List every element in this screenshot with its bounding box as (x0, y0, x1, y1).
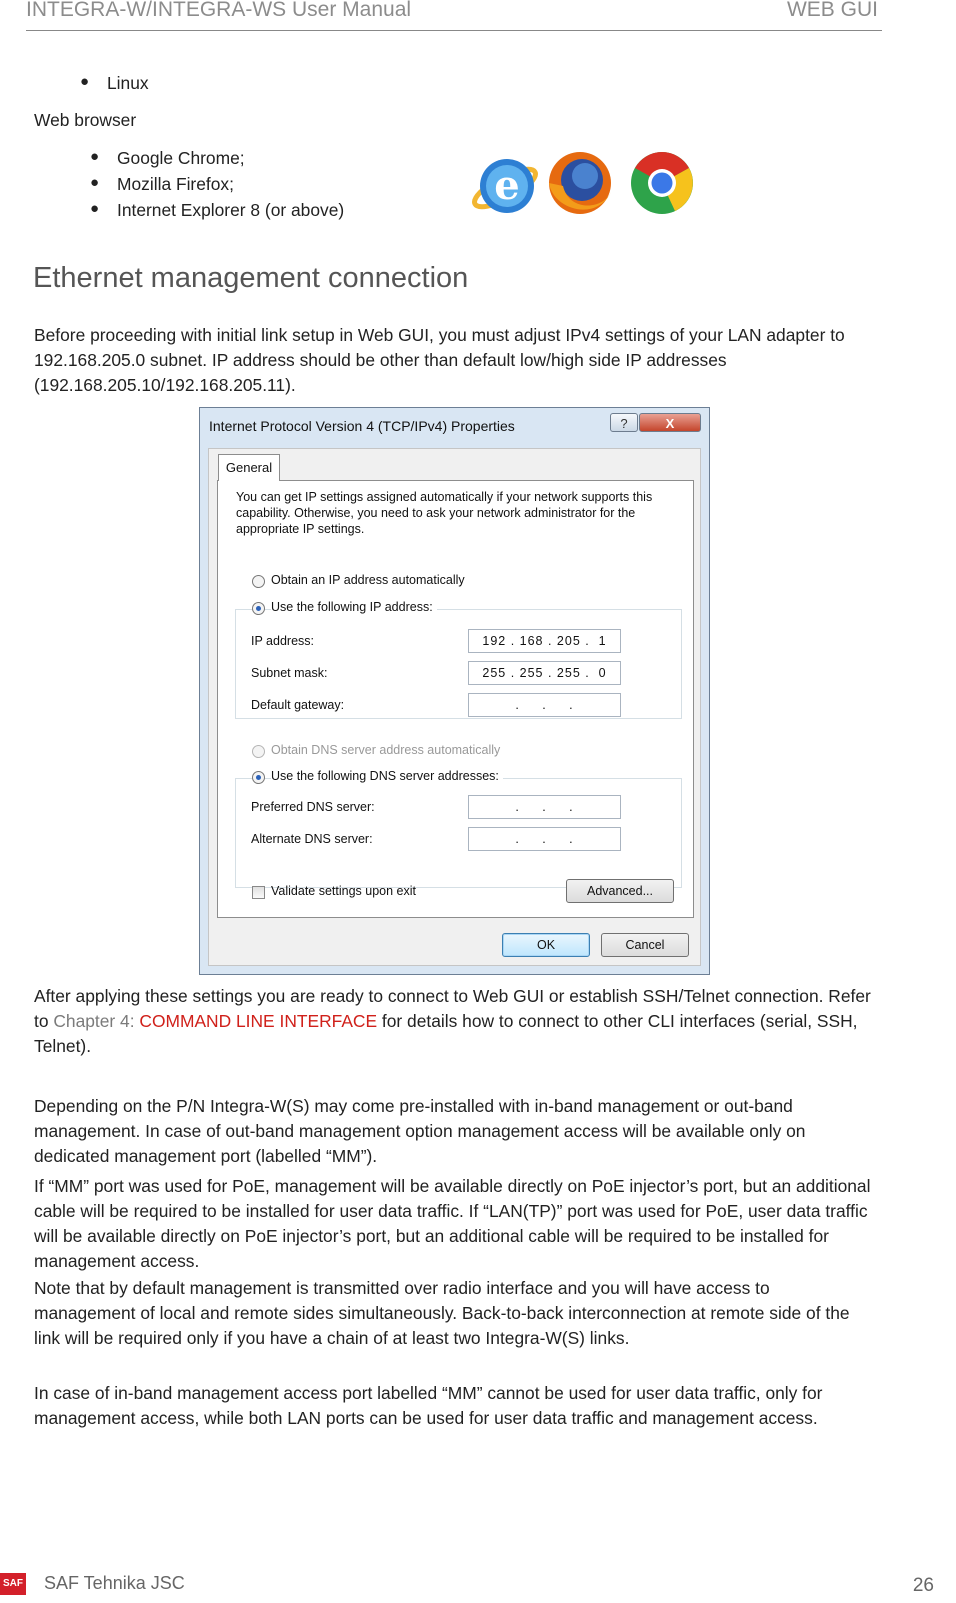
general-panel (217, 480, 694, 918)
alternate-dns-label: Alternate DNS server: (251, 832, 373, 846)
browser-item-chrome: Google Chrome; (117, 148, 245, 168)
browser-logos (465, 140, 700, 225)
use-ip-label: Use the following IP address: (271, 600, 437, 614)
browser-heading: Web browser (34, 110, 137, 130)
bullet-icon: ● (80, 73, 90, 90)
internet-explorer-icon (470, 159, 540, 214)
saf-logo: SAF (0, 1573, 26, 1595)
advanced-button[interactable]: Advanced... (566, 879, 674, 903)
ipv4-properties-dialog (199, 407, 710, 975)
chapter-ref-link[interactable]: COMMAND LINE INTERFACE (139, 1011, 378, 1031)
dialog-body (208, 448, 701, 966)
dialog-title: Internet Protocol Version 4 (TCP/IPv4) Properties (209, 418, 515, 434)
bullet-icon: ● (90, 174, 100, 191)
in-band-paragraph: In case of in-band management access port labelled “MM” cannot be used for user data traffic, only for management access, while both LAN ports can be used for user data traffic and management access. (34, 1383, 823, 1428)
poe-paragraph: If “MM” port was used for PoE, management will be available directly on PoE injector’s port, but an additional cable will be required to be installed for user data traffic. If “LAN(TP)” port was used for PoE, user data traffic will be available directly on PoE injector’s port, but an additional cable will be required to be installed for management access. (34, 1176, 871, 1271)
tab-general[interactable]: General (218, 454, 280, 481)
section-label: WEB GUI (786, 0, 878, 21)
bullet-icon: ● (90, 200, 100, 217)
after-text-start: After applying these settings you are ready to connect to Web GUI or establish SSH/Telnet connection. Refer to (34, 986, 871, 1031)
svg-text:e: e (494, 162, 520, 209)
intro-paragraph: Before proceeding with initial link setup in Web GUI, you must adjust IPv4 settings of your LAN adapter to 192.168.205.0 subnet. IP address should be other than default low/high side IP addresses (192.168.205.10/192.168.205.11). (34, 325, 845, 395)
after-text-end: for details how to connect to other CLI interfaces (serial, SSH, Telnet). (34, 1011, 858, 1056)
obtain-dns-radio[interactable] (252, 745, 265, 758)
after-settings-paragraph (34, 984, 874, 1059)
page-header (26, 0, 882, 31)
chapter-ref-number[interactable]: Chapter 4: (53, 1011, 140, 1031)
management-paragraph: Depending on the P/N Integra-W(S) may come pre-installed with in-band management or out-band management. In case of out-band management option management access will be available only on dedicated management port (labelled “MM”). (34, 1096, 806, 1166)
help-button[interactable]: ? (610, 413, 638, 432)
browser-item-ie: Internet Explorer 8 (or above) (117, 200, 345, 220)
section-title: Ethernet management connection (33, 262, 469, 294)
cancel-button[interactable]: Cancel (601, 933, 689, 957)
ok-button[interactable]: OK (502, 933, 590, 957)
default-gateway-field[interactable]: . . . (468, 693, 621, 717)
default-gateway-label: Default gateway: (251, 698, 345, 712)
use-dns-label: Use the following DNS server addresses: (271, 769, 503, 783)
alternate-dns-field[interactable]: . . . (468, 827, 621, 851)
subnet-mask-label: Subnet mask: (251, 666, 328, 680)
close-button[interactable]: X (639, 413, 701, 432)
validate-checkbox[interactable] (252, 886, 265, 899)
ip-address-field[interactable]: 192 . 168 . 205 . 1 (468, 629, 621, 653)
radio-management-paragraph: Note that by default management is transmitted over radio interface and you will have access to management of local and remote sides simultaneously. Back-to-back interconnection at remote side of the link will be required only if you have a chain of at least two Integra-W(S) links. (34, 1278, 850, 1348)
bullet-icon: ● (90, 148, 100, 165)
company-name: SAF Tehnika JSC (44, 1573, 185, 1593)
obtain-ip-label: Obtain an IP address automatically (271, 573, 465, 587)
manual-title: INTEGRA-W/INTEGRA-WS User Manual (26, 0, 412, 21)
obtain-ip-radio[interactable] (252, 575, 265, 588)
preferred-dns-label: Preferred DNS server: (251, 800, 375, 814)
preferred-dns-field[interactable]: . . . (468, 795, 621, 819)
obtain-dns-label: Obtain DNS server address automatically (271, 743, 501, 757)
ip-address-label: IP address: (251, 634, 315, 648)
os-item-linux: Linux (107, 73, 149, 93)
page-number: 26 (912, 1575, 934, 1596)
subnet-mask-field[interactable]: 255 . 255 . 255 . 0 (468, 661, 621, 685)
use-dns-radio[interactable] (252, 771, 265, 784)
browser-item-firefox: Mozilla Firefox; (117, 174, 234, 194)
dialog-description: You can get IP settings assigned automatically if your network supports this capability. Otherwise, you need to ask your network administrator for the appropriate IP settings. (236, 490, 653, 536)
use-ip-radio[interactable] (252, 602, 265, 615)
validate-label: Validate settings upon exit (271, 884, 417, 898)
firefox-icon (549, 152, 611, 214)
chrome-icon (631, 152, 693, 214)
